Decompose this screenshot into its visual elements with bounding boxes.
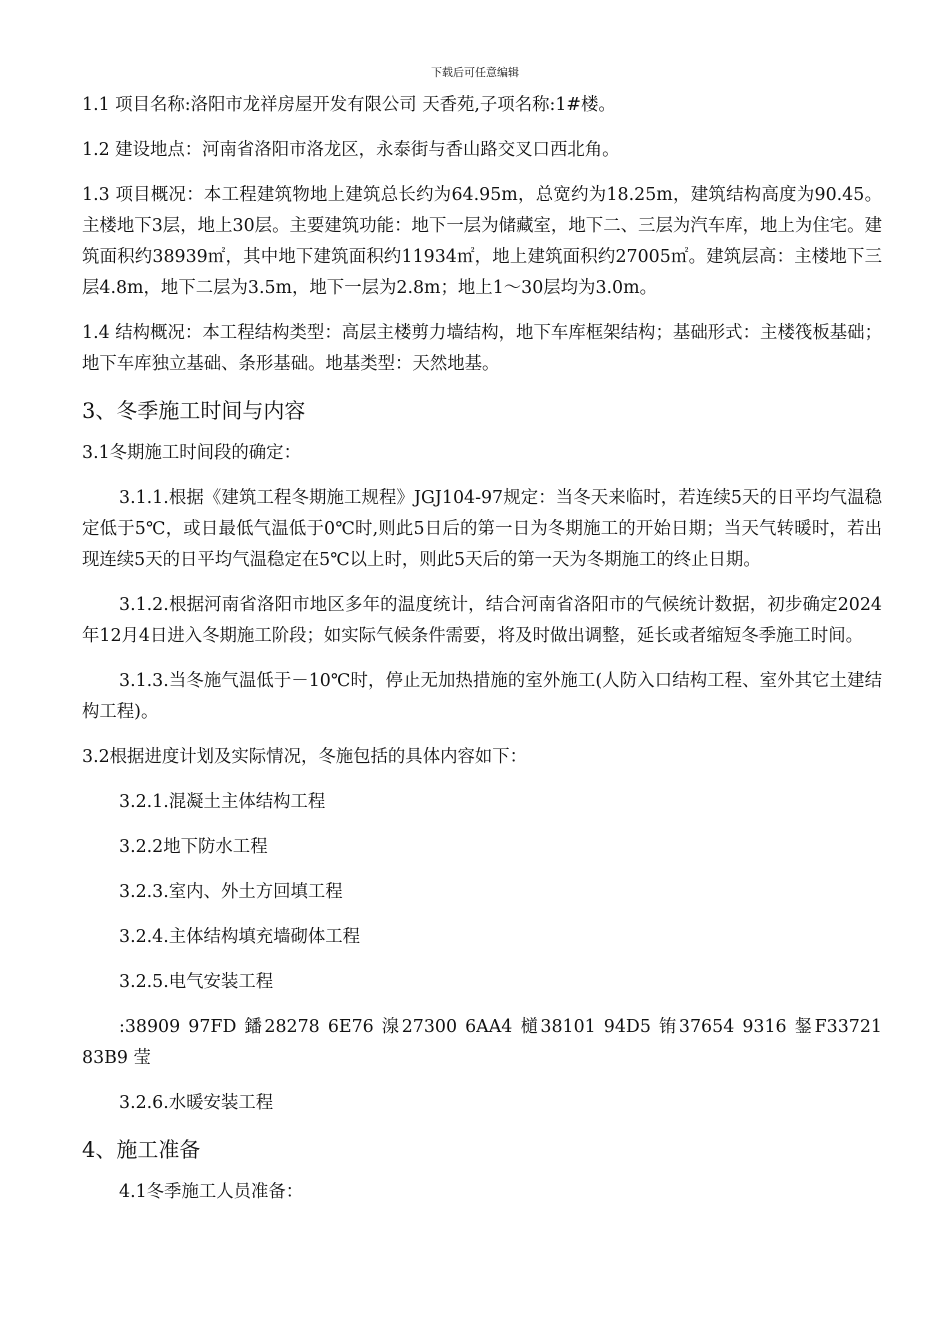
- list-item: 3.2.5.电气安装工程: [119, 972, 274, 992]
- section-heading-4: 4、施工准备: [82, 1138, 201, 1162]
- garbled-text-line: :38909 97FD 鐇28278 6E76 湶27300 6AA4 檤38101 94D5 铕37654 9316 錖F33721 83B9 莹: [82, 1017, 882, 1068]
- low-temperature-stop-paragraph: 3.1.3.当冬施气温低于－10℃时，停止无加热措施的室外施工(人防入口结构工程、室外其它土建结构工程)。: [82, 671, 882, 722]
- site-location-paragraph: 1.2 建设地点：河南省洛阳市洛龙区，永泰街与香山路交叉口西北角。: [82, 140, 620, 160]
- list-item: 3.2.3.室内、外土方回填工程: [119, 882, 343, 902]
- winter-period-start-paragraph: 3.1.2.根据河南省洛阳市地区多年的温度统计，结合河南省洛阳市的气候统计数据，初步确定2024年12月4日进入冬期施工阶段；如实际气候条件需要，将及时做出调整，延长或者缩短冬季施工时间。: [82, 595, 882, 646]
- document-body: [82, 90, 882, 1222]
- list-item: 3.2.4.主体结构填充墙砌体工程: [119, 927, 361, 947]
- project-overview-paragraph: 1.3 项目概况：本工程建筑物地上建筑总长约为64.95m，总宽约为18.25m，建筑结构高度为90.45。主楼地下3层，地上30层。主要建筑功能：地下一层为储藏室，地下二、三层为汽车库，地上为住宅。建筑面积约38939㎡，其中地下建筑面积约11934㎡，地上建筑面积约27005㎡。建筑层高：主楼地下三层4.8m，地下二层为3.5m，地下一层为2.8m；地上1～30层均为3.0m。: [82, 185, 882, 298]
- winter-period-rule-paragraph: 3.1.1.根据《建筑工程冬期施工规程》JGJ104-97规定：当冬天来临时，若连续5天的日平均气温稳定低于5℃，或日最低气温低于0℃时,则此5日后的第一日为冬期施工的开始日期；当天气转暖时，若出现连续5天的日平均气温稳定在5℃以上时，则此5天后的第一天为冬期施工的终止日期。: [82, 488, 882, 570]
- winter-period-heading: 3.1冬期施工时间段的确定：: [82, 443, 301, 463]
- list-item: 3.2.1.混凝土主体结构工程: [119, 792, 326, 812]
- structure-overview-paragraph: 1.4 结构概况：本工程结构类型：高层主楼剪力墙结构，地下车库框架结构；基础形式：主楼筏板基础；地下车库独立基础、条形基础。地基类型：天然地基。: [82, 323, 882, 374]
- section-heading-3: 3、冬季施工时间与内容: [82, 399, 306, 423]
- list-item: 3.2.6.水暖安装工程: [119, 1093, 274, 1113]
- winter-content-heading: 3.2根据进度计划及实际情况，冬施包括的具体内容如下：: [82, 747, 528, 767]
- project-name-paragraph: 1.1 项目名称:洛阳市龙祥房屋开发有限公司 天香苑,子项名称:1#楼。: [82, 95, 616, 115]
- page-header: 下载后可任意编辑: [431, 66, 519, 79]
- list-item: 3.2.2地下防水工程: [119, 837, 268, 857]
- personnel-preparation-heading: 4.1冬季施工人员准备：: [119, 1182, 304, 1202]
